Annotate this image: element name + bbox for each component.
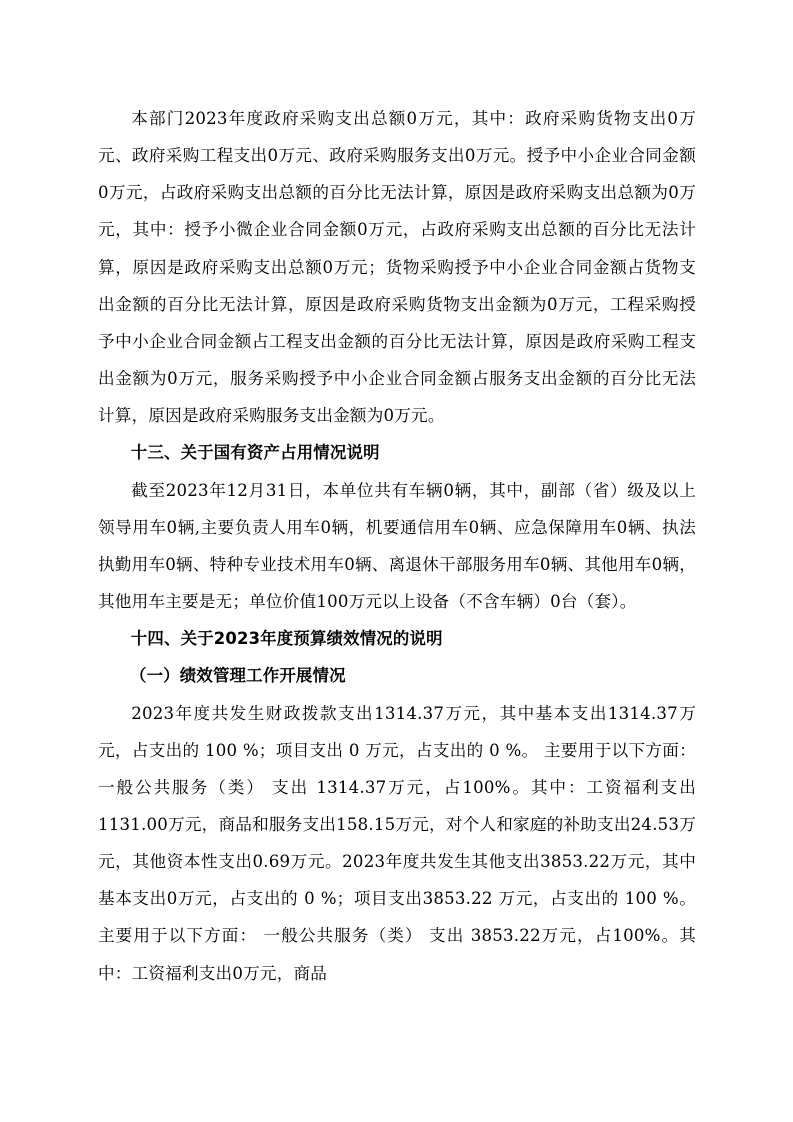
section-heading-13: 十三、关于国有资产占用情况说明 xyxy=(130,443,380,463)
document-body xyxy=(98,100,696,992)
subsection-heading-1: （一）绩效管理工作开展情况 xyxy=(130,666,346,686)
section-heading-14: 十四、关于2023年度预算绩效情况的说明 xyxy=(130,629,443,649)
assets-paragraph: 截至2023年12月31日，本单位共有车辆0辆，其中，副部（省）级及以上领导用车0辆,主要负责人用车0辆，机要通信用车0辆、应急保障用车0辆、执法执勤用车0辆、特种专业技术用车0辆、离退休干部服务用车0辆、其他用车0辆，其他用车主要是无；单位价值100万元以上设备（不含车辆）0台（套）。 xyxy=(98,480,696,612)
performance-paragraph: 2023年度共发生财政拨款支出1314.37万元，其中基本支出1314.37万元，占支出的 100 %；项目支出 0 万元，占支出的 0 %。 主要用于以下方面： 一般公共服务（类） 支出 1314.37万元，占100%。其中：工资福利支出1131.00万元，商品和服务支出158.15万元，对个人和家庭的补助支出24.53万元，其他资本性支出0.69万元。2023年度共发生其他支出3853.22万元，其中基本支出0万元，占支出的 0 %；项目支出3853.22 万元，占支出的 100 %。 主要用于以下方面： 一般公共服务（类） 支出 3853.22万元，占100%。其中：工资福利支出0万元，商品 xyxy=(98,703,696,983)
procurement-paragraph: 本部门2023年度政府采购支出总额0万元，其中：政府采购货物支出0万元、政府采购工程支出0万元、政府采购服务支出0万元。授予中小企业合同金额0万元，占政府采购支出总额的百分比无法计算，原因是政府采购支出总额为0万元，其中：授予小微企业合同金额0万元，占政府采购支出总额的百分比无法计算，原因是政府采购支出总额0万元；货物采购授予中小企业合同金额占货物支出金额的百分比无法计算，原因是政府采购货物支出金额为0万元，工程采购授予中小企业合同金额占工程支出金额的百分比无法计算，原因是政府采购工程支出金额为0万元，服务采购授予中小企业合同金额占服务支出金额的百分比无法计算，原因是政府采购服务支出金额为0万元。 xyxy=(98,109,696,426)
